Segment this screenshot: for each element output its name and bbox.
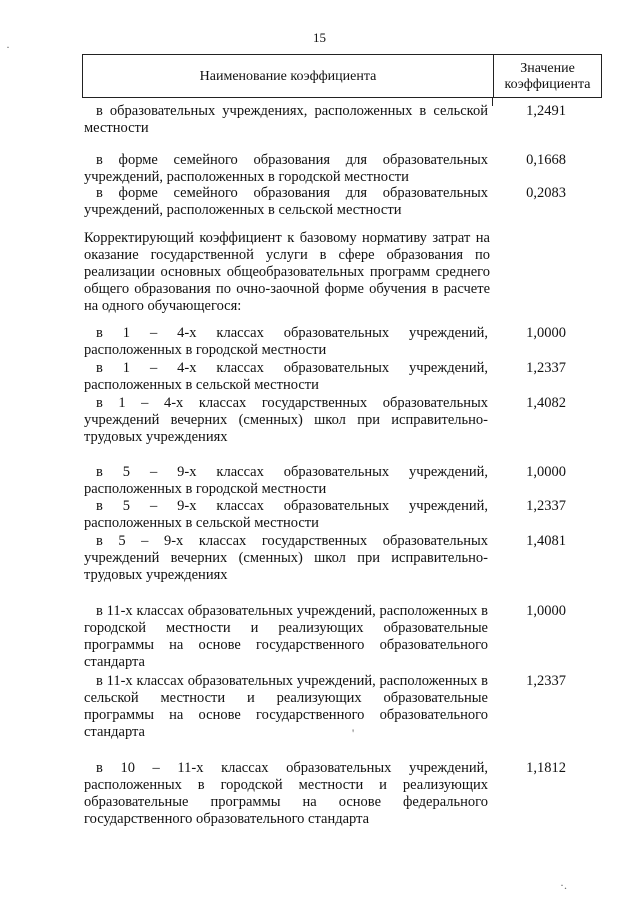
row-value: 1,1812 xyxy=(526,760,566,776)
row-text: в 1 – 4-х классах государственных образовательных учреждений вечерних (сменных) школ при исправительно-трудовых учреждениях xyxy=(84,395,488,445)
row-text: в 1 – 4-х классах образовательных учреждений, расположенных в сельской местности xyxy=(84,360,488,393)
row-text: в форме семейного образования для образовательных учреждений, расположенных в сельской местности xyxy=(84,185,488,218)
column-divider-stub xyxy=(492,98,493,106)
row-value: 0,2083 xyxy=(526,185,566,201)
row-text: в 11-х классах образовательных учреждений, расположенных в сельской местности и реализующих образовательные программы на основе государственного образовательного стандарта xyxy=(84,673,488,740)
row-value: 1,2337 xyxy=(526,673,566,689)
row-text: в 5 – 9-х классах образовательных учреждений, расположенных в сельской местности xyxy=(84,498,488,531)
row-text: в 5 – 9-х классах государственных образовательных учреждений вечерних (сменных) школ при исправительно-трудовых учреждениях xyxy=(84,533,488,583)
header-value-line1: Значение xyxy=(520,61,575,76)
header-value-line2: коэффициента xyxy=(504,77,591,92)
table-header xyxy=(82,54,602,98)
row-value: 1,0000 xyxy=(526,325,566,341)
row-text: в образовательных учреждениях, расположенных в сельской местности xyxy=(84,103,488,136)
header-value-column xyxy=(494,61,601,93)
scan-artifact: ' xyxy=(352,726,355,740)
row-value: 1,0000 xyxy=(526,603,566,619)
row-text: в 1 – 4-х классах образовательных учреждений, расположенных в городской местности xyxy=(84,325,488,358)
scan-artifact: ·. xyxy=(560,878,567,892)
scan-artifact: · xyxy=(6,40,10,54)
section-heading-text: Корректирующий коэффициент к базовому нормативу затрат на оказание государственной услуги в сфере образования по реализации основных общеобразовательных программ среднего общего образования по очно-заочной форме обучения в расчете на одного обучающегося: xyxy=(84,230,490,314)
row-value: 1,4082 xyxy=(526,395,566,411)
page-number: 15 xyxy=(313,30,326,45)
row-value: 1,2337 xyxy=(526,498,566,514)
row-text: в 5 – 9-х классах образовательных учреждений, расположенных в городской местности xyxy=(84,464,488,497)
header-name-column: Наименование коэффициента xyxy=(199,69,377,84)
row-value: 1,2337 xyxy=(526,360,566,376)
row-value: 1,2491 xyxy=(526,103,566,119)
row-text: в 11-х классах образовательных учреждений, расположенных в городской местности и реализующих образовательные программы на основе государственного образовательного стандарта xyxy=(84,603,488,670)
row-text: в форме семейного образования для образовательных учреждений, расположенных в городской местности xyxy=(84,152,488,185)
row-value: 0,1668 xyxy=(526,152,566,168)
row-value: 1,4081 xyxy=(526,533,566,549)
row-value: 1,0000 xyxy=(526,464,566,480)
row-text: в 10 – 11-х классах образовательных учреждений, расположенных в городской местности и реализующих образовательные программы на основе федерального государственного образовательного стандарта xyxy=(84,760,488,827)
